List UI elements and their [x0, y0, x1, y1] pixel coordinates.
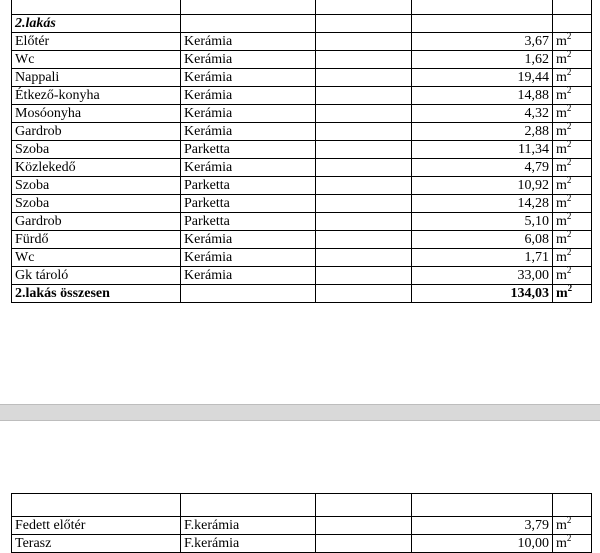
- unit-exponent: 2: [566, 212, 572, 221]
- unit-cell: [553, 517, 592, 535]
- unit-exponent: 2: [567, 284, 573, 293]
- unit-cell: [553, 87, 592, 105]
- unit-base: m: [556, 69, 567, 85]
- document-page-bottom: [0, 421, 600, 550]
- empty-cell: [316, 267, 412, 285]
- room-name-cell: Gk tároló: [12, 267, 181, 285]
- table-row: [12, 33, 592, 51]
- unit-exponent: 2: [566, 534, 572, 543]
- table-row: [12, 87, 592, 105]
- empty-cell: [316, 69, 412, 87]
- unit-base: m: [556, 195, 567, 211]
- floor-type-cell: Kerámia: [181, 105, 316, 123]
- floor-type-cell: Kerámia: [181, 33, 316, 51]
- floor-type-cell: Kerámia: [181, 249, 316, 267]
- unit-base: m: [556, 231, 567, 247]
- unit-base: m: [556, 535, 567, 551]
- table-row: [12, 267, 592, 285]
- room-name-cell: Fürdő: [12, 231, 181, 249]
- unit-base: m: [556, 105, 567, 121]
- unit-base: m: [556, 123, 567, 139]
- room-name-cell: Wc: [12, 249, 181, 267]
- table-row: [12, 517, 592, 535]
- room-name-cell: Fedett előtér: [12, 517, 181, 535]
- area-value-cell: 3,79: [412, 517, 553, 535]
- unit-exponent: 2: [566, 516, 572, 525]
- table-row: [12, 213, 592, 231]
- table-row: [12, 69, 592, 87]
- unit-base: m: [556, 177, 567, 193]
- room-name-cell: Gardrob: [12, 123, 181, 141]
- room-name-cell: Étkező-konyha: [12, 87, 181, 105]
- empty-cell: [316, 51, 412, 69]
- unit-base: m: [556, 33, 567, 49]
- empty-cell: [316, 195, 412, 213]
- area-value-cell: 14,88: [412, 87, 553, 105]
- unit-exponent: 2: [566, 140, 572, 149]
- area-value-cell: 10,92: [412, 177, 553, 195]
- total-row: [12, 285, 592, 303]
- area-value-cell: 1,62: [412, 51, 553, 69]
- table-row: [12, 123, 592, 141]
- table-row: [12, 141, 592, 159]
- area-value-cell: 4,32: [412, 105, 553, 123]
- floor-type-cell: Parketta: [181, 213, 316, 231]
- table-row: [12, 105, 592, 123]
- floor-type-cell: Kerámia: [181, 123, 316, 141]
- floor-type-cell: Parketta: [181, 141, 316, 159]
- unit-exponent: 2: [566, 104, 572, 113]
- unit-base: m: [556, 213, 567, 229]
- empty-cell: [316, 33, 412, 51]
- unit-base: m: [556, 141, 567, 157]
- unit-base: m: [556, 517, 567, 533]
- room-name-cell: Szoba: [12, 141, 181, 159]
- unit-exponent: 2: [566, 158, 572, 167]
- unit-cell: [553, 123, 592, 141]
- room-name-cell: Wc: [12, 51, 181, 69]
- unit-exponent: 2: [566, 194, 572, 203]
- unit-base: m: [556, 51, 567, 67]
- unit-exponent: 2: [566, 50, 572, 59]
- floor-type-cell: Parketta: [181, 177, 316, 195]
- unit-cell: [553, 69, 592, 87]
- area-value-cell: 33,00: [412, 267, 553, 285]
- unit-exponent: 2: [566, 230, 572, 239]
- area-value-cell: 5,10: [412, 213, 553, 231]
- table-row: [12, 159, 592, 177]
- unit-cell: [553, 231, 592, 249]
- unit-exponent: 2: [566, 32, 572, 41]
- total-label: 2.lakás összesen: [12, 285, 181, 303]
- outdoor-area-table: [11, 493, 592, 553]
- unit-base: m: [556, 87, 567, 103]
- empty-cell: [316, 285, 412, 303]
- floor-type-cell: Kerámia: [181, 231, 316, 249]
- floor-type-cell: Kerámia: [181, 159, 316, 177]
- unit-base: m: [556, 159, 567, 175]
- empty-cell: [316, 105, 412, 123]
- floor-type-cell: Parketta: [181, 195, 316, 213]
- table-row: [12, 195, 592, 213]
- apartment-area-table: [11, 0, 592, 303]
- area-value-cell: 4,79: [412, 159, 553, 177]
- room-name-cell: Gardrob: [12, 213, 181, 231]
- unit-base: m: [556, 267, 567, 283]
- unit-cell: [553, 213, 592, 231]
- unit-exponent: 2: [566, 68, 572, 77]
- room-name-cell: Előtér: [12, 33, 181, 51]
- empty-cell: [316, 231, 412, 249]
- page-separator: [0, 404, 600, 421]
- area-value-cell: 14,28: [412, 195, 553, 213]
- empty-cell: [316, 517, 412, 535]
- room-name-cell: Szoba: [12, 195, 181, 213]
- unit-cell: [553, 177, 592, 195]
- area-value-cell: 1,71: [412, 249, 553, 267]
- floor-type-cell: Kerámia: [181, 69, 316, 87]
- floor-type-cell: F.kerámia: [181, 535, 316, 553]
- table-row: [12, 51, 592, 69]
- unit-exponent: 2: [566, 266, 572, 275]
- empty-cell: [316, 141, 412, 159]
- unit-cell: [553, 249, 592, 267]
- empty-cell: [316, 177, 412, 195]
- room-name-cell: Közlekedő: [12, 159, 181, 177]
- floor-type-cell: Kerámia: [181, 87, 316, 105]
- empty-cell: [181, 285, 316, 303]
- unit-base: m: [556, 249, 567, 265]
- unit-cell: [553, 51, 592, 69]
- floor-type-cell: F.kerámia: [181, 517, 316, 535]
- unit-exponent: 2: [566, 176, 572, 185]
- empty-cell: [316, 123, 412, 141]
- table-row: [12, 177, 592, 195]
- table-row: [12, 231, 592, 249]
- unit-exponent: 2: [566, 122, 572, 131]
- empty-cell: [316, 249, 412, 267]
- room-name-cell: Nappali: [12, 69, 181, 87]
- area-value-cell: 10,00: [412, 535, 553, 553]
- table-top-border-row: [12, 0, 592, 15]
- unit-exponent: 2: [566, 86, 572, 95]
- empty-cell: [316, 213, 412, 231]
- section-title-row: [12, 15, 592, 33]
- unit-cell: [553, 285, 592, 303]
- room-name-cell: Terasz: [12, 535, 181, 553]
- area-value-cell: 11,34: [412, 141, 553, 159]
- unit-exponent: 2: [566, 248, 572, 257]
- section-title: 2.lakás: [12, 15, 181, 33]
- table-row: [12, 249, 592, 267]
- unit-base: m: [556, 285, 568, 301]
- empty-cell: [316, 159, 412, 177]
- floor-type-cell: Kerámia: [181, 267, 316, 285]
- area-value-cell: 2,88: [412, 123, 553, 141]
- total-area-value: 134,03: [412, 285, 553, 303]
- unit-cell: [553, 141, 592, 159]
- unit-cell: [553, 105, 592, 123]
- area-value-cell: 3,67: [412, 33, 553, 51]
- unit-cell: [553, 159, 592, 177]
- floor-type-cell: Kerámia: [181, 51, 316, 69]
- area-value-cell: 6,08: [412, 231, 553, 249]
- room-name-cell: Mosóonyha: [12, 105, 181, 123]
- room-name-cell: Szoba: [12, 177, 181, 195]
- unit-cell: [553, 33, 592, 51]
- area-value-cell: 19,44: [412, 69, 553, 87]
- unit-cell: [553, 195, 592, 213]
- unit-cell: [553, 267, 592, 285]
- blank-header-row: [12, 494, 592, 517]
- empty-cell: [316, 87, 412, 105]
